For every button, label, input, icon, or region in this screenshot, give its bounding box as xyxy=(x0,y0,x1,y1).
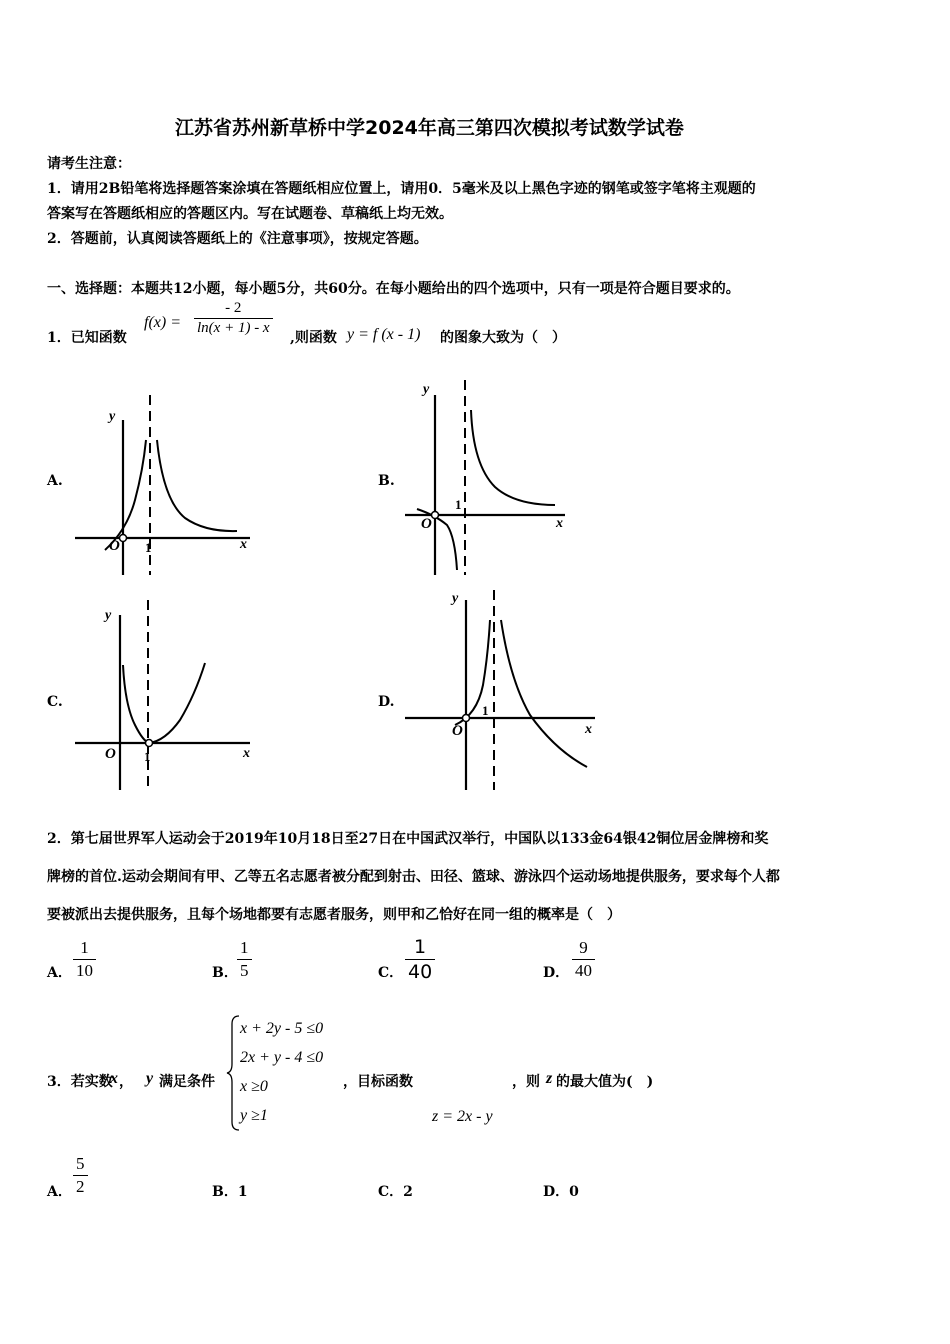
q2-option-c-den: 40 xyxy=(408,961,433,983)
q1-f-denominator: ln(x + 1) - x xyxy=(197,320,270,336)
q1-suffix: 的图象大致为（ ） xyxy=(440,330,566,346)
curve-right xyxy=(501,620,587,767)
x-axis-label: x xyxy=(243,746,250,761)
q3-suffix: 的最大值为( ) xyxy=(556,1074,654,1090)
origin-point xyxy=(120,535,127,542)
q3-option-a-num: 5 xyxy=(76,1154,85,1173)
q3-target-label: ，目标函数 xyxy=(343,1074,413,1090)
q2-line-1: 2．第七届世界军人运动会于2019年10月18日至27日在中国武汉举行，中国队以133金64银42铜位居金牌榜和奖 xyxy=(47,831,769,847)
notice-line-1: 1．请用2B铅笔将选择题答案涂填在答题纸相应位置上，请用0．5毫米及以上黑色字迹的钢笔或签字笔将主观题的 xyxy=(47,181,756,197)
q3-option-c: C．2 xyxy=(378,1184,413,1200)
q1-graph-c xyxy=(65,595,265,795)
q2-line-3: 要被派出去提供服务，且每个场地都要有志愿者服务，则甲和乙恰好在同一组的概率是（ ） xyxy=(47,907,621,923)
q3-prefix: 3．若实数 xyxy=(47,1074,113,1090)
section-heading: 一、选择题：本题共12小题，每小题5分，共60分。在每小题给出的四个选项中，只有一项是符合题目要求的。 xyxy=(47,281,740,297)
q3-option-a-den: 2 xyxy=(76,1177,85,1196)
q2-option-a-label: A． xyxy=(47,965,72,981)
q3-z-expression: z = 2x - y xyxy=(432,1108,493,1125)
q3-constraint-3: x ≥0 xyxy=(240,1078,268,1095)
q3-var-x: x xyxy=(110,1070,118,1087)
q3-constraint-1: x + 2y - 5 ≤0 xyxy=(240,1020,324,1037)
q1-option-a-label: A. xyxy=(47,473,63,489)
origin-label: O xyxy=(105,746,116,762)
q1-f-fraction xyxy=(194,300,273,337)
curve-left xyxy=(105,440,146,550)
tangent-point xyxy=(146,740,153,747)
q3-option-b: B．1 xyxy=(212,1184,248,1200)
q2-option-d-num: 9 xyxy=(579,938,588,957)
notice-line-3: 2．答题前，认真阅读答题纸上的《注意事项》，按规定答题。 xyxy=(47,231,428,247)
q1-option-b-label: B. xyxy=(378,473,395,489)
q3-option-a-fraction xyxy=(73,1154,88,1197)
q3-then: ，则 xyxy=(512,1074,540,1090)
notice-heading: 请考生注意： xyxy=(47,156,131,172)
fraction-bar xyxy=(73,1175,88,1176)
curve-right xyxy=(157,440,237,531)
q2-option-b-fraction xyxy=(237,938,252,981)
q2-option-a-num: 1 xyxy=(80,938,89,957)
fraction-bar xyxy=(73,959,96,960)
x-axis-label: x xyxy=(240,537,247,552)
q3-option-a-label: A． xyxy=(47,1184,72,1200)
q2-option-c-label: C． xyxy=(378,965,404,981)
x-axis-label: x xyxy=(556,516,563,531)
origin-point xyxy=(463,715,470,722)
q1-mid: ,则函数 xyxy=(290,330,337,346)
fraction-bar xyxy=(405,959,435,960)
y-axis-label: y xyxy=(105,608,112,623)
q3-comma: ， xyxy=(119,1074,133,1090)
y-axis-label: y xyxy=(452,591,459,606)
q3-constraint-4: y ≥1 xyxy=(240,1107,268,1124)
q2-option-d-fraction xyxy=(572,938,595,981)
q2-option-b-num: 1 xyxy=(240,938,249,957)
origin-label: O xyxy=(109,538,120,554)
q3-var-z: z xyxy=(546,1070,553,1087)
curve-right xyxy=(471,410,555,505)
y-axis-label: y xyxy=(109,409,116,424)
curve-left xyxy=(123,665,149,743)
origin-label: O xyxy=(452,723,463,739)
q1-graph-b xyxy=(395,375,585,580)
q3-var-y: y xyxy=(146,1070,154,1087)
q2-option-d-den: 40 xyxy=(575,961,592,980)
origin-point xyxy=(432,512,439,519)
fraction-bar xyxy=(572,959,595,960)
q2-option-c-fraction xyxy=(405,936,435,983)
q1-option-d-label: D. xyxy=(378,694,395,710)
tick-label: 1 xyxy=(455,497,462,512)
x-axis-label: x xyxy=(585,722,592,737)
q2-option-b-den: 5 xyxy=(240,961,249,980)
tick-label: 1 xyxy=(144,749,151,764)
q2-option-b-label: B． xyxy=(212,965,238,981)
fraction-bar xyxy=(237,959,252,960)
q2-option-a-fraction xyxy=(73,938,96,981)
q2-option-a-den: 10 xyxy=(76,961,93,980)
curve-right xyxy=(149,663,205,743)
q2-option-c-num: 1 xyxy=(414,936,427,958)
tick-label: 1 xyxy=(482,703,489,718)
q1-option-c-label: C. xyxy=(47,694,63,710)
q1-graph-d xyxy=(395,585,605,795)
q1-graph-a xyxy=(65,390,265,580)
q1-f-lhs: f(x) = xyxy=(144,314,181,331)
q1-prefix: 1．已知函数 xyxy=(47,330,127,346)
q1-y-expr: y = f (x - 1) xyxy=(347,326,421,343)
tick-label: 1 xyxy=(145,540,152,555)
q1-f-numerator: - 2 xyxy=(225,300,242,316)
brace-path xyxy=(227,1016,239,1130)
q3-cond: 满足条件 xyxy=(159,1074,215,1090)
q3-option-d: D．0 xyxy=(543,1184,579,1200)
q3-constraint-2: 2x + y - 4 ≤0 xyxy=(240,1049,324,1066)
origin-label: O xyxy=(421,516,432,532)
page-title: 江苏省苏州新草桥中学2024年高三第四次模拟考试数学试卷 xyxy=(175,117,684,139)
notice-line-2: 答案写在答题纸相应的答题区内。写在试题卷、草稿纸上均无效。 xyxy=(47,206,453,222)
q2-line-2: 牌榜的首位.运动会期间有甲、乙等五名志愿者被分配到射击、田径、篮球、游泳四个运动场地提供服务，要求每个人都 xyxy=(47,869,780,885)
q2-option-d-label: D． xyxy=(543,965,570,981)
q1-f-bar xyxy=(194,318,273,319)
y-axis-label: y xyxy=(423,382,430,397)
